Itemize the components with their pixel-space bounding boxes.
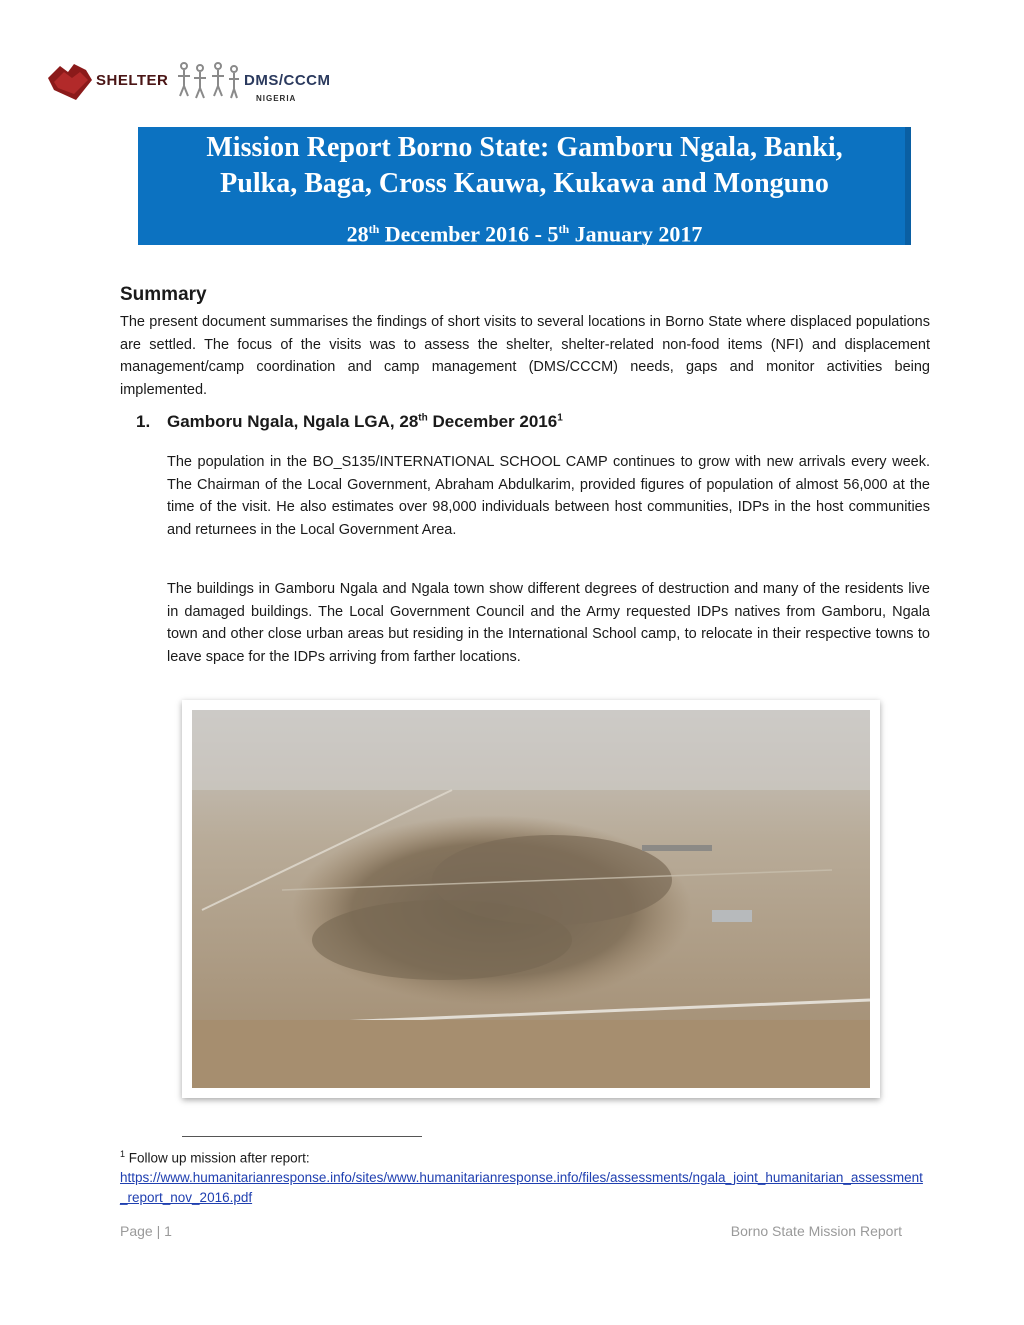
- page-number: Page | 1: [120, 1223, 172, 1239]
- section-1-heading: 1. Gamboru Ngala, Ngala LGA, 28th December 2016$^1$: [136, 412, 563, 431]
- logo-country-text: NIGERIA: [256, 94, 297, 103]
- report-dates: 28th December 2016 - 5th January 2017: [346, 221, 703, 247]
- title-line-1: Mission Report Borno State: Gamboru Ngala, Banki,: [206, 132, 843, 163]
- title-line-2: Pulka, Baga, Cross Kauwa, Kukawa and Monguno: [220, 168, 829, 199]
- report-title: [138, 130, 911, 202]
- aerial-photo-image: [192, 710, 870, 1088]
- footnote-text: Follow up mission after report:: [125, 1150, 310, 1166]
- shelter-dms-cccm-logo: [46, 58, 346, 108]
- title-banner: [138, 127, 911, 245]
- footnote-number: 1: [120, 1149, 126, 1159]
- footer-title: Borno State Mission Report: [730, 1223, 902, 1239]
- aerial-camp-photo: [182, 700, 880, 1098]
- hands-logo-icon: [46, 60, 96, 102]
- section-1-paragraph-1: The population in the BO_S135/INTERNATIONAL SCHOOL CAMP continues to grow with new arrivals every week. The Chairman of the Local Government, Abraham Abdulkarim, provided figures of population of almost 56,000 at the time of the visit. He also estimates over 98,000 individuals between host communities, IDPs in the host communities and returnees in the Local Government Area.: [167, 454, 930, 538]
- people-figures-icon: [174, 60, 244, 100]
- footnote-reference[interactable]: 1: [557, 412, 563, 424]
- summary-heading: Summary: [120, 284, 207, 305]
- footnote-link[interactable]: https://www.humanitarianresponse.info/sites/www.humanitarianresponse.info/files/assessments/ngala_joint_humanitarian_assessment_report_nov_2016.pdf: [120, 1170, 923, 1205]
- footnote: [120, 1145, 930, 1207]
- summary-paragraph: The present document summarises the findings of short visits to several locations in Borno State where displaced populations are settled. The focus of the visits was to assess the shelter, shelter-related non-food items (NFI) and displacement management/camp coordination and camp management (DMS/CCCM) needs, gaps and monitor activities being implemented.: [120, 314, 930, 398]
- section-1-paragraph-2: The buildings in Gamboru Ngala and Ngala town show different degrees of destruction and many of the residents live in damaged buildings. The Local Government Council and the Army requested IDPs natives from Gamboru, Ngala town and other close urban areas but residing in the International School camp, to relocate in their respective towns to leave space for the IDPs arriving from farther locations.: [167, 581, 930, 665]
- footnote-divider: [182, 1136, 422, 1137]
- logo-shelter-text: SHELTER: [96, 72, 169, 89]
- logo-dms-cccm-text: DMS/CCCM: [244, 72, 331, 89]
